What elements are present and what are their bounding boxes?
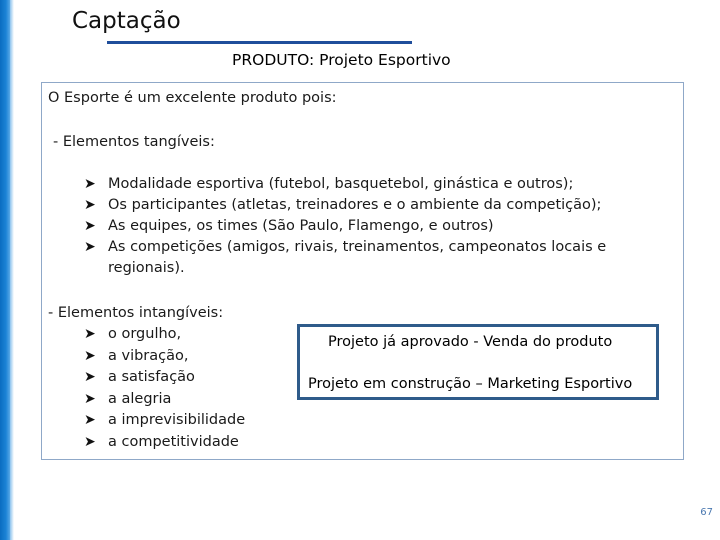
arrowhead-bullet-icon: ➤ <box>84 433 96 450</box>
arrowhead-bullet-icon: ➤ <box>84 347 96 364</box>
list-item-text: As competições (amigos, rivais, treinamentos, campeonatos locais e regionais). <box>108 239 607 276</box>
list-item-text: a competitividade <box>108 433 239 450</box>
list-item <box>84 324 245 346</box>
list-item <box>84 389 245 411</box>
tangible-heading: - Elementos tangíveis: <box>53 134 215 150</box>
intro-text: O Esporte é um excelente produto pois: <box>48 90 337 106</box>
list-item <box>84 216 644 237</box>
slide-subtitle: PRODUTO: Projeto Esportivo <box>232 51 451 69</box>
list-item <box>84 410 245 432</box>
arrowhead-bullet-icon: ➤ <box>84 218 96 234</box>
intangible-heading: - Elementos intangíveis: <box>48 305 224 321</box>
list-item <box>84 367 245 389</box>
list-item <box>84 174 644 195</box>
arrowhead-bullet-icon: ➤ <box>84 176 96 192</box>
status-approved-text: Projeto já aprovado - Venda do produto <box>328 334 613 350</box>
arrowhead-bullet-icon: ➤ <box>84 326 96 342</box>
arrowhead-bullet-icon: ➤ <box>84 390 96 407</box>
list-item-text: Os participantes (atletas, treinadores e o ambiente da competição); <box>108 197 602 213</box>
list-item-text: As equipes, os times (São Paulo, Flamengo, e outros) <box>108 218 494 234</box>
status-in-progress-text: Projeto em construção – Marketing Esportivo <box>308 376 633 392</box>
left-accent-band <box>0 0 10 540</box>
title-underline <box>107 41 412 44</box>
intangible-list <box>84 324 245 453</box>
arrowhead-bullet-icon: ➤ <box>84 197 96 213</box>
arrowhead-bullet-icon: ➤ <box>84 369 96 385</box>
list-item-text: a alegria <box>108 390 172 407</box>
list-item <box>84 195 644 216</box>
list-item-text: o orgulho, <box>108 326 182 342</box>
list-item <box>84 346 245 368</box>
project-status-box <box>297 324 659 400</box>
arrowhead-bullet-icon: ➤ <box>84 412 96 428</box>
list-item-text: Modalidade esportiva (futebol, basquetebol, ginástica e outros); <box>108 176 574 192</box>
list-item-text: a imprevisibilidade <box>108 412 246 428</box>
page-number: 67 <box>700 507 713 518</box>
arrowhead-bullet-icon: ➤ <box>84 239 96 255</box>
slide-title: Captação <box>72 8 181 34</box>
tangible-list <box>84 174 644 279</box>
list-item-text: a vibração, <box>108 347 189 364</box>
list-item <box>84 237 608 279</box>
list-item <box>84 432 245 454</box>
list-item-text: a satisfação <box>108 369 195 385</box>
